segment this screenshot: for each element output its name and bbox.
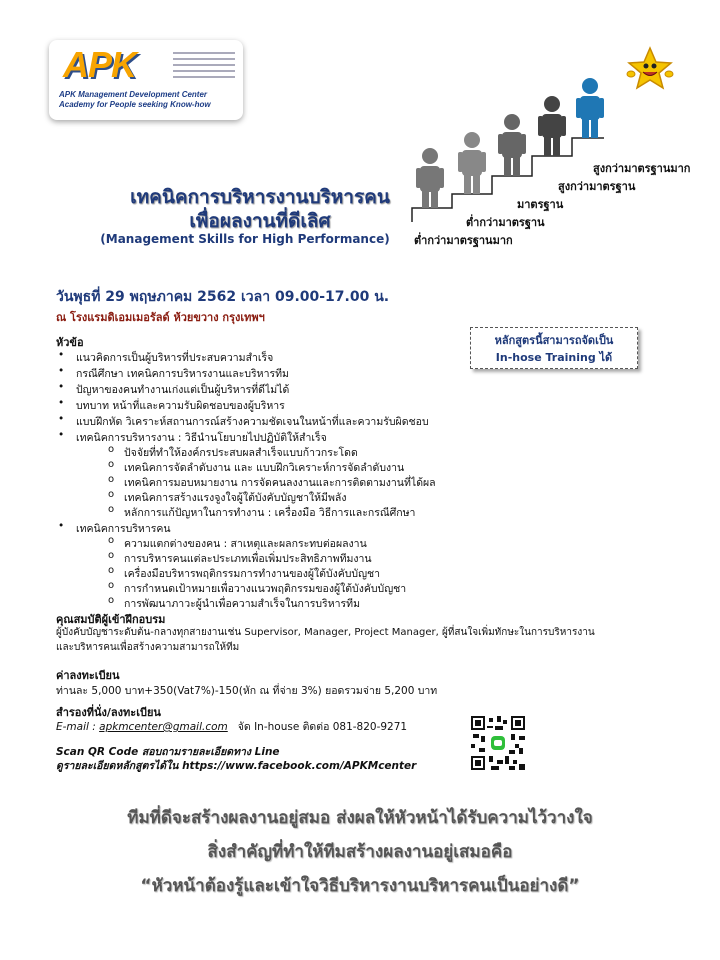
logo-stripe bbox=[173, 70, 235, 72]
step-label: ต่ำกว่ามาตรฐาน bbox=[466, 216, 545, 229]
qualification-text: และบริหารคนเพื่อสร้างความสามารถให้ทีม bbox=[56, 642, 240, 653]
apk-logo bbox=[49, 40, 243, 120]
slogan-line1: ทีมที่ดีจะสร้างผลงานอยู่สมอ ส่งผลให้หัวหน้าได้รับความไว้วางใจ bbox=[127, 808, 593, 828]
logo-stripe bbox=[173, 58, 235, 60]
fee-heading: ค่าลงทะเบียน bbox=[56, 669, 120, 682]
register-heading: สำรองที่นั่ง/ลงทะเบียน bbox=[56, 706, 161, 719]
inhouse-line1: หลักสูตรนี้สามารถจัดเป็น bbox=[494, 334, 614, 347]
email-link[interactable]: apkmcenter@gmail.com bbox=[99, 721, 228, 733]
star-mascot-icon bbox=[625, 46, 675, 92]
logo-stripe bbox=[173, 76, 235, 78]
inhouse-note bbox=[470, 327, 638, 369]
logo-line1: APK Management Development Center bbox=[59, 90, 208, 99]
slogan-line2: สิ่งสำคัญที่ทำให้ทีมสร้างผลงานอยู่เสมอคือ bbox=[207, 842, 513, 862]
scan-qr-text: Scan QR Code สอบถามรายละเอียดทาง Line bbox=[56, 746, 280, 758]
course-title-line2: เพื่อผลงานที่ดีเลิศ bbox=[189, 210, 331, 232]
step-label: มาตรฐาน bbox=[517, 198, 564, 211]
course-title: เทคนิคการบริหารงานบริหารคน bbox=[130, 186, 390, 208]
step-label: ต่ำกว่ามาตรฐานมาก bbox=[414, 234, 513, 247]
logo-stripe bbox=[173, 52, 235, 54]
logo-mark: APK bbox=[63, 44, 137, 85]
logo-stripe bbox=[173, 64, 235, 66]
logo-line2: Academy for People seeking Know-how bbox=[59, 100, 211, 109]
facebook-link[interactable]: ดูรายละเอียดหลักสูตรได้ใน https://www.facebook.com/APKMcenter bbox=[56, 760, 417, 772]
qualification-heading: คุณสมบัติผู้เข้าฝึกอบรม bbox=[56, 613, 166, 626]
inhouse-contact: จัด In-house ติดต่อ 081-820-9271 bbox=[237, 721, 408, 733]
fee-text: ท่านละ 5,000 บาท+350(Vat7%)-150(หัก ณ ที่จ่าย 3%) ยอดรวมจ่าย 5,200 บาท bbox=[56, 685, 438, 697]
topics-heading: หัวข้อ bbox=[56, 336, 84, 349]
inhouse-line2: In-hose Training ได้ bbox=[495, 351, 613, 364]
email-label: E-mail : bbox=[56, 721, 100, 733]
line-qr-code-icon[interactable] bbox=[471, 716, 525, 770]
slogan-line3: “หัวหน้าต้องรู้และเข้าใจวิธีบริหารงานบริหารคนเป็นอย่างดี” bbox=[140, 876, 580, 896]
step-label: สูงกว่ามาตรฐานมาก bbox=[593, 162, 691, 175]
step-label: สูงกว่ามาตรฐาน bbox=[558, 180, 636, 193]
register-contact bbox=[56, 718, 407, 735]
course-title-english: (Management Skills for High Performance) bbox=[100, 232, 390, 246]
qualification-text: ผู้บังคับบัญชาระดับต้น-กลางทุกสายงานเช่น Supervisor, Manager, Project Manager, ผู้ที่สนใจเพิ่มทักษะในการบริหารงาน bbox=[56, 627, 595, 638]
performance-stairs-illustration bbox=[408, 76, 608, 226]
course-date: วันพุธที่ 29 พฤษภาคม 2562 เวลา 09.00-17.00 น. bbox=[56, 289, 390, 305]
course-venue: ณ โรงแรมดิเอมเมอรัลด์ ห้วยขวาง กรุงเทพฯ bbox=[56, 311, 265, 324]
